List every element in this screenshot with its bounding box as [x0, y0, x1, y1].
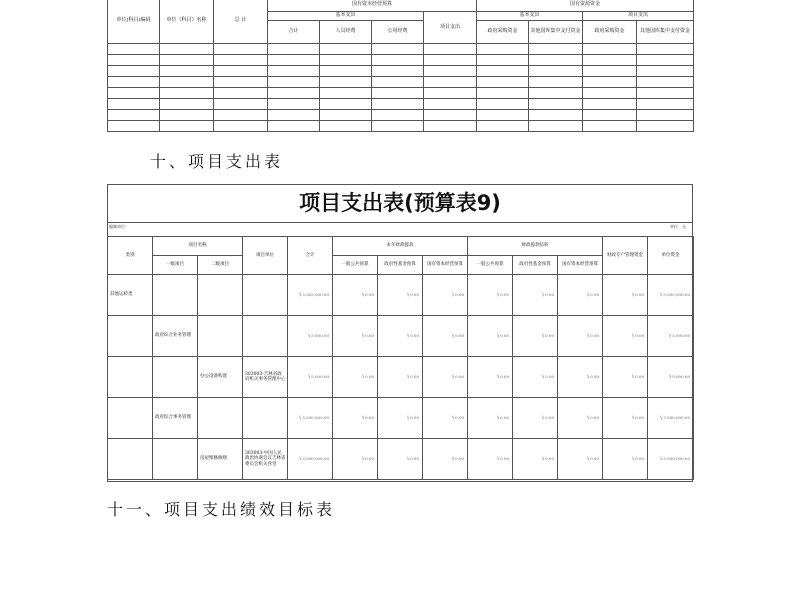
cell-value: ￥0.00 [513, 275, 558, 316]
table-row [108, 66, 694, 77]
cell-category [108, 398, 153, 439]
header-this-year: 本年财政拨款 [333, 237, 468, 256]
cell-unit-funds: ￥3,500,000.00 [648, 398, 694, 439]
cell-value: ￥0.00 [423, 398, 468, 439]
header-personnel: 人员经费 [320, 21, 372, 44]
cell-value: ￥0.00 [333, 398, 378, 439]
cell-value: ￥0.00 [333, 357, 378, 398]
header-other-central-2: 其他国库集中支付资金 [637, 21, 694, 44]
cell-level1 [153, 357, 198, 398]
header-gov-fund-2: 政府性基金预算 [513, 256, 558, 275]
cell-unit-funds: ￥5,000.00 [648, 316, 694, 357]
table-row [108, 77, 694, 88]
header-unit-funds: 单位资金 [648, 237, 694, 275]
table-row [108, 316, 694, 357]
header-total: 合计 [288, 237, 333, 275]
header-general-2: 一般公共预算 [468, 256, 513, 275]
cell-category [108, 357, 153, 398]
header-general: 一般公共预算 [333, 256, 378, 275]
cell-value: ￥0.00 [603, 357, 648, 398]
cell-value: ￥0.00 [423, 357, 468, 398]
cell-total: ￥3,505,000.00 [288, 275, 333, 316]
table-row [108, 357, 694, 398]
header-fin-special: 财政专户管理资金 [603, 237, 648, 275]
table-title: 项目支出表(预算表9) [299, 191, 501, 215]
cell-unit [243, 275, 288, 316]
header-project-unit: 项目单位 [243, 237, 288, 275]
table-row [108, 88, 694, 99]
cell-value: ￥0.00 [333, 275, 378, 316]
cell-value: ￥0.00 [558, 398, 603, 439]
cell-value: ￥0.00 [378, 275, 423, 316]
cell-value: ￥0.00 [378, 398, 423, 439]
header-project-name: 项目名称 [153, 237, 243, 256]
header-state-capital: 国有资本经营预算 [423, 256, 468, 275]
cell-value: ￥0.00 [468, 275, 513, 316]
cell-level1: 政府综合事务管理 [153, 398, 198, 439]
table-row [108, 110, 694, 121]
cell-value: ￥0.00 [423, 316, 468, 357]
header-name: 单位（科目）名称 [160, 0, 214, 44]
table-row [108, 121, 694, 132]
section-heading-10: 十、项目支出表 [150, 152, 284, 171]
currency-unit-label: 单位：元 [670, 224, 686, 229]
cell-unit: 303003-吉林省政府机关事务管理中心 [243, 357, 288, 398]
cell-value: ￥0.00 [603, 398, 648, 439]
section-heading-11: 十一、项目支出绩效目标表 [107, 500, 336, 519]
cell-total: ￥5,000.00 [288, 357, 333, 398]
cell-value: ￥0.00 [333, 439, 378, 480]
cell-value: ￥0.00 [558, 357, 603, 398]
cell-value: ￥0.00 [468, 398, 513, 439]
cell-value: ￥0.00 [603, 275, 648, 316]
cell-unit [243, 316, 288, 357]
cell-value: ￥0.00 [513, 357, 558, 398]
header-level2: 二级项目 [198, 256, 243, 275]
cell-level1 [153, 439, 198, 480]
cell-value: ￥0.00 [558, 439, 603, 480]
table-row [108, 55, 694, 66]
table-row [108, 99, 694, 110]
cell-level2: 房屋维修修缮 [198, 439, 243, 480]
cell-value: ￥0.00 [513, 439, 558, 480]
table-row [108, 44, 694, 55]
cell-level1 [153, 275, 198, 316]
previous-budget-table [107, 0, 694, 132]
cell-value: ￥0.00 [378, 439, 423, 480]
subtitle-divider [108, 222, 692, 223]
cell-value: ￥0.00 [468, 357, 513, 398]
cell-value: ￥0.00 [513, 316, 558, 357]
cell-unit-funds: ￥3,505,000.00 [648, 275, 694, 316]
cell-value: ￥0.00 [423, 439, 468, 480]
cell-total: ￥3,500,000.00 [288, 439, 333, 480]
cell-value: ￥0.00 [468, 316, 513, 357]
cell-value: ￥0.00 [468, 439, 513, 480]
project-expenditure-table [107, 236, 694, 480]
header-total: 总 计 [214, 0, 268, 44]
cell-value: ￥0.00 [513, 398, 558, 439]
cell-level2 [198, 316, 243, 357]
cell-category [108, 439, 153, 480]
cell-value: ￥0.00 [423, 275, 468, 316]
cell-unit-funds: ￥5,000.00 [648, 357, 694, 398]
header-public: 公用经费 [372, 21, 424, 44]
header-state-capital: 国有资本经营预算 [268, 0, 477, 12]
cell-total: ￥5,000.00 [288, 316, 333, 357]
table-row [108, 398, 694, 439]
header-gov-purchase-2: 政府采购资金 [583, 21, 637, 44]
cell-unit-funds: ￥3,500,000.00 [648, 439, 694, 480]
cell-level2 [198, 275, 243, 316]
header-gov-purchase: 政府采购资金 [477, 21, 529, 44]
cell-value: ￥0.00 [603, 316, 648, 357]
header-basic-2: 基本支出 [477, 12, 583, 21]
cell-category: 其他运转类 [108, 275, 153, 316]
cell-category [108, 316, 153, 357]
header-fin-transfer: 财政拨款结转 [468, 237, 603, 256]
table-row [108, 275, 694, 316]
header-category: 类别 [108, 237, 153, 275]
cell-total: ￥3,500,000.00 [288, 398, 333, 439]
cell-value: ￥0.00 [558, 316, 603, 357]
header-level1: 一级项目 [153, 256, 198, 275]
table-row [108, 439, 694, 480]
cell-value: ￥0.00 [333, 316, 378, 357]
header-project: 项目支出 [424, 12, 477, 44]
cell-value: ￥0.00 [603, 439, 648, 480]
cell-level2: 办公设备购置 [198, 357, 243, 398]
header-gov-fund: 国有资源资金 [477, 0, 694, 12]
cell-value: ￥0.00 [558, 275, 603, 316]
cell-level2 [198, 398, 243, 439]
header-subtotal: 合计 [268, 21, 320, 44]
header-code: 单位(科目)编码 [108, 0, 160, 44]
cell-unit: 303003-中国人民政治协商会议吉林省委员会机关食堂 [243, 439, 288, 480]
compiling-unit-label: 编制单位： [109, 224, 129, 229]
cell-value: ￥0.00 [378, 316, 423, 357]
header-gov-fund: 政府性基金预算 [378, 256, 423, 275]
header-project-2: 项目支出 [583, 12, 694, 21]
header-other-central: 其他国库集中支付资金 [529, 21, 583, 44]
cell-unit [243, 398, 288, 439]
header-state-capital-2: 国有资本经营预算 [558, 256, 603, 275]
header-basic: 基本支出 [268, 12, 424, 21]
cell-level1: 政府综合业务管理 [153, 316, 198, 357]
cell-value: ￥0.00 [378, 357, 423, 398]
